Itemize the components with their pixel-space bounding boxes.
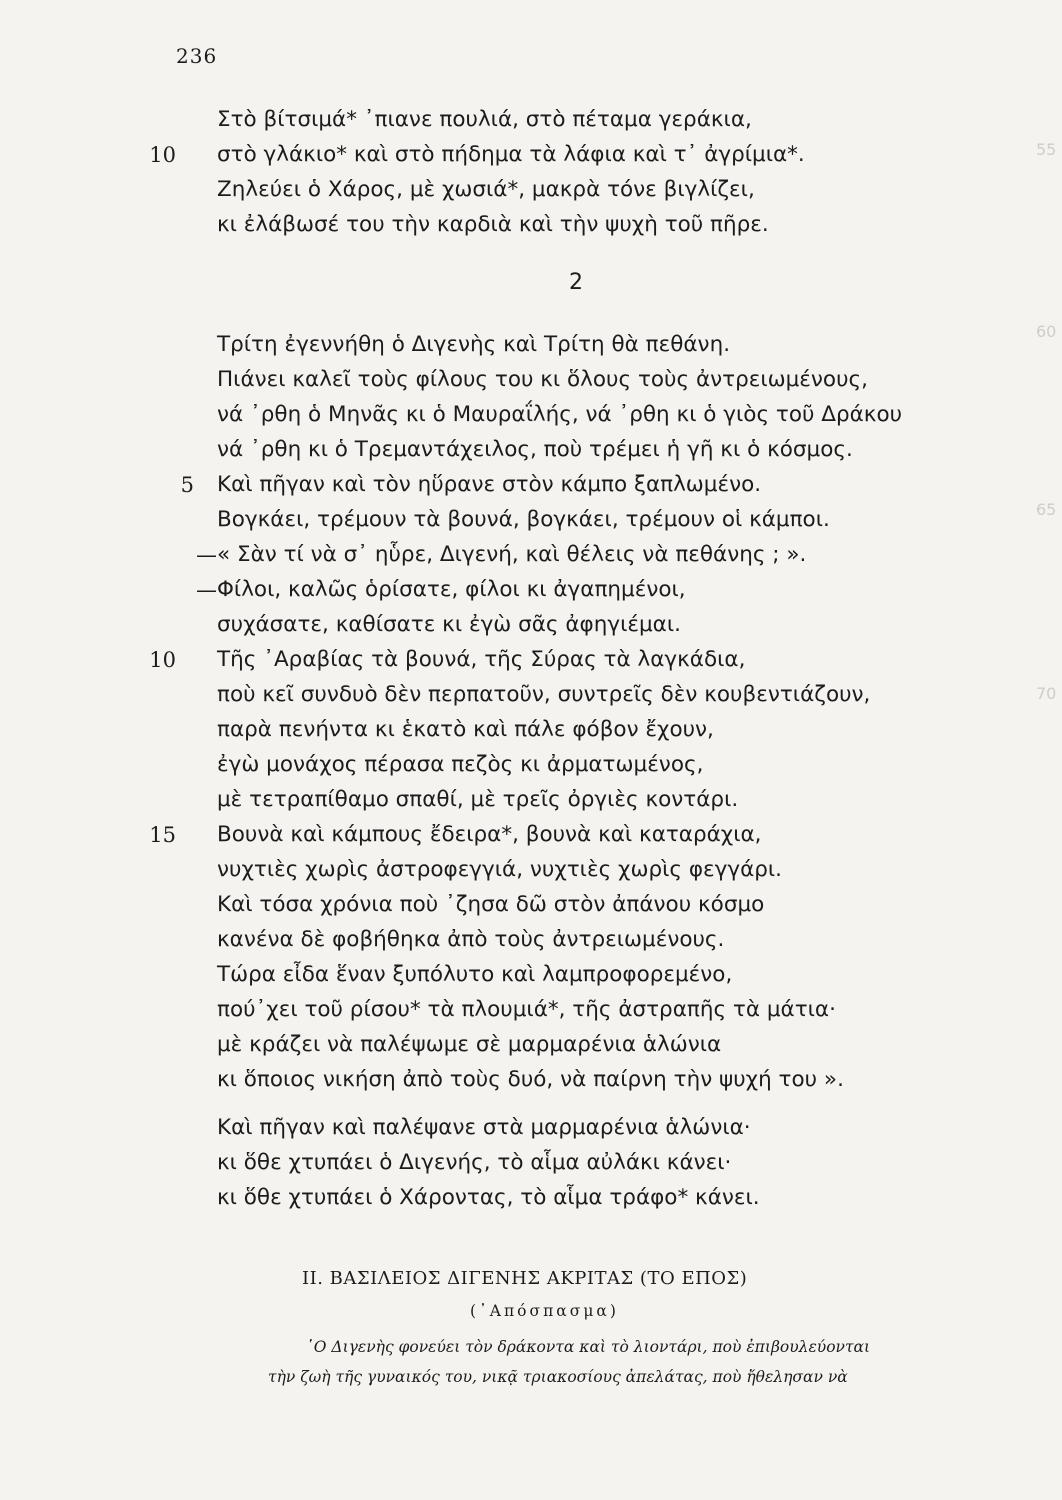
verse-line: κανένα δὲ φοβήθηκα ἀπὸ τοὺς ἀντρειωμένους. bbox=[217, 927, 725, 952]
verse-line: Ζηλεύει ὁ Χάρος, μὲ χωσιά*, μακρὰ τόνε βιγλίζει, bbox=[217, 177, 755, 202]
line-number: 5 bbox=[180, 473, 194, 497]
summary-line: τὴν ζωὴ τῆς γυναικός του, νικᾷ τριακοσίους ἀπελάτας, ποὺ ἤθελησαν νὰ bbox=[268, 1368, 848, 1386]
verse-line: « Σὰν τί νὰ σ᾿ ηὗρε, Διγενή, καὶ θέλεις νὰ πεθάνης ; ». bbox=[217, 542, 807, 567]
bleed-number: 70 bbox=[1036, 684, 1057, 703]
verse-line: Τῆς ᾿Αραβίας τὰ βουνά, τῆς Σύρας τὰ λαγκάδια, bbox=[217, 647, 746, 672]
verse-line: κι ὅθε χτυπάει ὁ Χάροντας, τὸ αἷμα τράφο* κάνει. bbox=[217, 1185, 760, 1210]
summary-line: ῾Ο Διγενὴς φονεύει τὸν δράκοντα καὶ τὸ λιοντάρι, ποὺ ἐπιβουλεύονται bbox=[306, 1338, 871, 1356]
verse-line: Βουνὰ καὶ κάμπους ἔδειρα*, βουνὰ καὶ καταράχια, bbox=[217, 822, 762, 847]
verse-line: μὲ κράζει νὰ παλέψωμε σὲ μαρμαρένια ἁλώνια bbox=[217, 1032, 722, 1057]
section-number: 2 bbox=[569, 270, 583, 295]
verse-line: μὲ τετραπίθαμο σπαθί, μὲ τρεῖς ὀργιὲς κοντάρι. bbox=[217, 787, 739, 812]
verse-line: Καὶ πῆγαν καὶ παλέψανε στὰ μαρμαρένια ἁλώνια· bbox=[217, 1115, 751, 1140]
verse-line: Φίλοι, καλῶς ὁρίσατε, φίλοι κι ἀγαπημένοι, bbox=[217, 577, 686, 602]
line-number: 10 bbox=[149, 648, 176, 672]
verse-line: κι ἐλάβωσέ του τὴν καρδιὰ καὶ τὴν ψυχὴ τοῦ πῆρε. bbox=[217, 212, 769, 237]
section-heading: II. ΒΑΣΙΛΕΙΟΣ ΔΙΓΕΝΗΣ ΑΚΡΙΤΑΣ (ΤΟ ΕΠΟΣ) bbox=[302, 1268, 748, 1289]
verse-line: κι ὅθε χτυπάει ὁ Διγενής, τὸ αἷμα αὐλάκι κάνει· bbox=[217, 1150, 732, 1175]
verse-line: παρὰ πενήντα κι ἑκατὸ καὶ πάλε φόβον ἔχουν, bbox=[217, 717, 714, 742]
verse-line: Στὸ βίτσιμά* ᾿πιανε πουλιά, στὸ πέταμα γεράκια, bbox=[217, 107, 752, 132]
verse-line: νά ᾿ρθη ὁ Μηνᾶς κι ὁ Μαυραΐλής, νά ᾿ρθη κι ὁ γιὸς τοῦ Δράκου bbox=[217, 402, 903, 427]
verse-line: Καὶ τόσα χρόνια ποὺ ᾿ζησα δῶ στὸν ἀπάνου κόσμο bbox=[217, 892, 765, 917]
line-number: 10 bbox=[149, 143, 176, 167]
bleed-number: 55 bbox=[1036, 140, 1057, 159]
verse-line: ἐγὼ μονάχος πέρασα πεζὸς κι ἀρματωμένος, bbox=[217, 752, 704, 777]
verse-line: στὸ γλάκιο* καὶ στὸ πήδημα τὰ λάφια καὶ τ᾿ ἀγρίμια*. bbox=[217, 142, 805, 167]
verse-line: Βογκάει, τρέμουν τὰ βουνά, βογκάει, τρέμουν οἱ κάμποι. bbox=[217, 507, 830, 532]
dialogue-dash: — bbox=[196, 543, 217, 567]
verse-line: νυχτιὲς χωρὶς ἀστροφεγγιά, νυχτιὲς χωρὶς φεγγάρι. bbox=[217, 857, 783, 882]
verse-line: Πιάνει καλεῖ τοὺς φίλους του κι ὅλους τοὺς ἀντρειωμένους, bbox=[217, 367, 868, 392]
verse-line: νά ᾿ρθη κι ὁ Τρεμαντάχειλος, ποὺ τρέμει ἡ γῆ κι ὁ κόσμος. bbox=[217, 437, 853, 462]
verse-line: Τώρα εἶδα ἕναν ξυπόλυτο καὶ λαμπροφορεμένο, bbox=[217, 962, 733, 987]
verse-line: Τρίτη ἐγεννήθη ὁ Διγενὴς καὶ Τρίτη θὰ πεθάνη. bbox=[217, 332, 731, 357]
bleed-number: 60 bbox=[1036, 322, 1057, 341]
bleed-number: 65 bbox=[1036, 500, 1057, 519]
verse-line: πού᾿χει τοῦ ρίσου* τὰ πλουμιά*, τῆς ἀστραπῆς τὰ μάτια· bbox=[217, 997, 836, 1022]
verse-line: κι ὅποιος νικήση ἀπὸ τοὺς δυό, νὰ παίρνη τὴν ψυχή του ». bbox=[217, 1067, 844, 1092]
section-subheading: (᾿Απόσπασμα) bbox=[470, 1302, 619, 1320]
verse-line: ποὺ κεῖ συνδυὸ δὲν περπατοῦν, συντρεῖς δὲν κουβεντιάζουν, bbox=[217, 682, 871, 707]
dialogue-dash: — bbox=[196, 578, 217, 602]
line-number: 15 bbox=[149, 823, 176, 847]
verse-line: Καὶ πῆγαν καὶ τὸν ηὕρανε στὸν κάμπο ξαπλωμένο. bbox=[217, 472, 762, 497]
page-number: 236 bbox=[176, 44, 218, 68]
verse-line: συχάσατε, καθίσατε κι ἐγὼ σᾶς ἀφηγιέμαι. bbox=[217, 612, 681, 637]
